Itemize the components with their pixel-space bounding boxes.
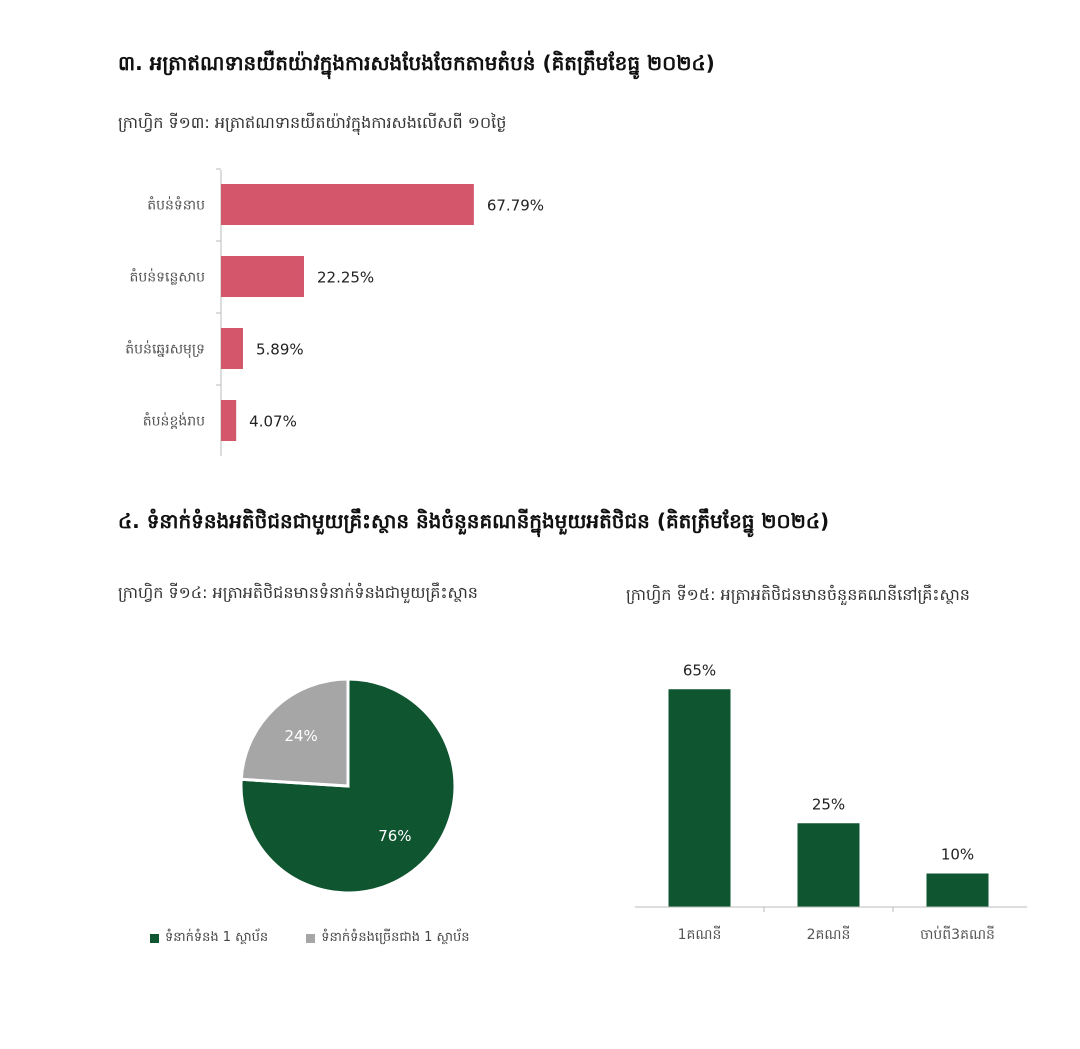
pie-value-label: 24% [284, 727, 318, 746]
vbar-value-label: 10% [940, 845, 975, 864]
hbar-value-label: 67.79% [486, 196, 545, 215]
vbar-bar [798, 823, 860, 907]
legend-item-multi-institution [306, 929, 469, 948]
hbar-bar [221, 256, 304, 297]
vbar-category-label: ចាប់ពី3គណនី [920, 927, 995, 943]
legend-label-one-institution: ទំនាក់ទំនង 1 ស្ថាប័ន [165, 930, 269, 945]
section-3-title: ៣. អត្រាឥណទានយឺតយ៉ាវក្នុងការសងបែងចែកតាមតំបន់ (គិតត្រឹមខែធ្នូ ២០២៤) [118, 51, 715, 75]
relationship-pie-chart [218, 656, 478, 916]
pie-value-label: 76% [378, 826, 412, 845]
hbar-category-label: តំបន់ទន្លេសាប [129, 269, 205, 286]
vbar-value-label: 65% [682, 661, 717, 680]
legend-label-multi-institution: ទំនាក់ទំនងច្រើនជាង 1 ស្ថាប័ន [321, 930, 470, 945]
vbar-bar [669, 689, 731, 907]
chart-14-caption: ក្រាហ្វិក ទី១៤: អត្រាអតិថិជនមានទំនាក់ទំនងជាមួយគ្រឹះស្ថាន [118, 583, 478, 602]
chart-15-caption: ក្រាហ្វិក ទី១៥: អត្រាអតិថិជនមានចំនួនគណនីនៅគ្រឹះស្ថាន [626, 585, 970, 604]
pie-legend [150, 929, 470, 948]
hbar-value-label: 22.25% [316, 268, 375, 287]
hbar-category-label: តំបន់ខ្ពង់រាប [142, 413, 205, 430]
section-4-title: ៤. ទំនាក់ទំនងអតិថិជនជាមួយគ្រឹះស្ថាន និងចំនួនគណនីក្នុងមួយអតិថិជន (គិតត្រឹមខែធ្នូ ២០២៤) [118, 509, 830, 533]
hbar-value-label: 5.89% [255, 340, 304, 359]
vbar-bar [927, 874, 989, 908]
vbar-value-label: 25% [811, 795, 846, 814]
chart-13-caption: ក្រាហ្វិក ទី១៣: អត្រាឥណទានយឺតយ៉ាវក្នុងការសងលើសពី ១០ថ្ងៃ [118, 113, 507, 132]
hbar-bar [221, 328, 243, 369]
vbar-category-label: 2គណនី [806, 927, 851, 943]
accounts-per-client-bar-chart [630, 650, 1030, 950]
hbar-bar [221, 184, 474, 225]
legend-swatch-green [150, 934, 159, 943]
legend-item-one-institution [150, 929, 268, 948]
hbar-category-label: តំបន់ទំនាប [147, 197, 205, 214]
hbar-category-label: តំបន់ឆ្នេរសមុទ្រ [125, 341, 205, 358]
vbar-category-label: 1គណនី [677, 927, 722, 943]
regional-npl-bar-chart [100, 170, 660, 470]
hbar-bar [221, 400, 236, 441]
hbar-value-label: 4.07% [249, 412, 297, 431]
legend-swatch-gray [306, 934, 315, 943]
